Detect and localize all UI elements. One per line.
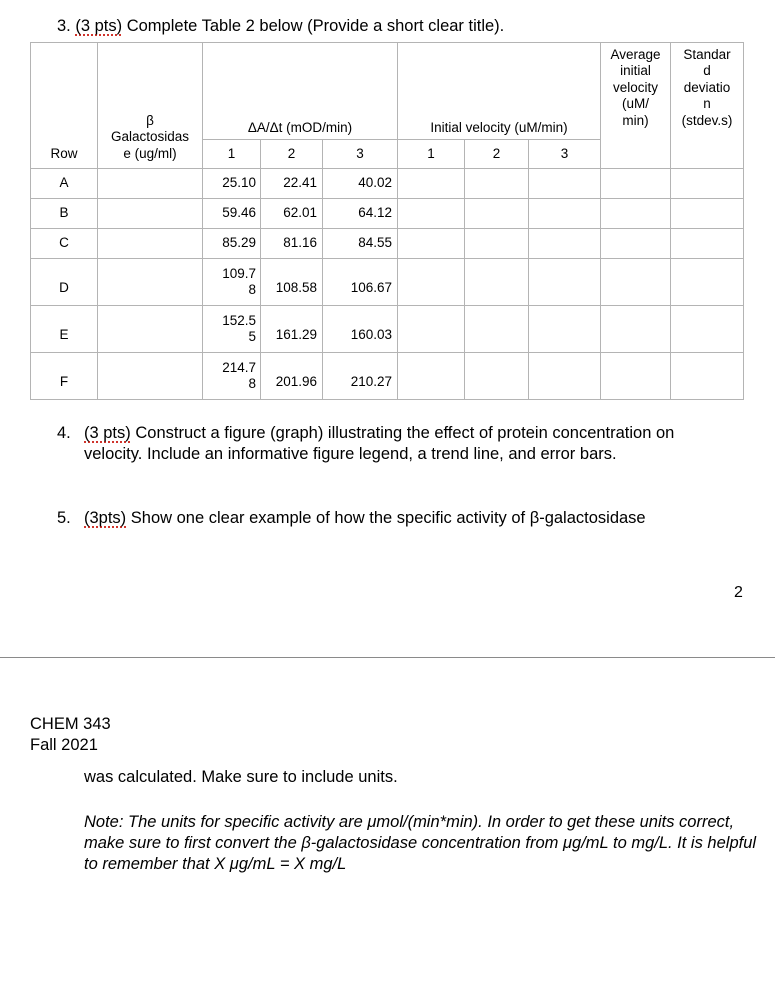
enzyme-header-line: e (ug/ml) — [123, 145, 177, 161]
velocity-cell-2[interactable] — [465, 169, 529, 199]
delta-value-1-line: 59.46 — [222, 205, 256, 221]
delta-value-1 — [203, 259, 261, 306]
table-header-row — [31, 43, 744, 140]
delta-value-3: 106.67 — [323, 259, 398, 306]
delta-rep-2: 2 — [261, 140, 323, 169]
velocity-cell-3[interactable] — [529, 259, 601, 306]
average-velocity-cell[interactable] — [601, 353, 671, 400]
question-3-text: Complete Table 2 below (Provide a short clear title). — [122, 17, 505, 35]
delta-rep-3: 3 — [323, 140, 398, 169]
delta-value-1-line: 5 — [248, 329, 256, 344]
average-velocity-header-line: velocity — [612, 79, 658, 95]
enzyme-concentration-cell[interactable] — [98, 306, 203, 353]
average-velocity-cell[interactable] — [601, 229, 671, 259]
delta-value-2: 161.29 — [261, 306, 323, 353]
units-note: Note: The units for specific activity are μmol/(min*min). In order to get these units correct, make sure to first convert the β-galactosidase concentration from μg/mL to mg/L. It is helpful to remember that X μg/mL = X mg/L — [84, 813, 757, 873]
question-4-points: (3 pts) — [84, 424, 131, 442]
delta-value-1-line: 109.7 — [222, 265, 256, 281]
delta-value-1-line: 8 — [248, 376, 256, 391]
table-row — [31, 306, 744, 353]
row-header: Row — [31, 43, 98, 169]
row-label: E — [31, 306, 98, 353]
delta-value-2: 62.01 — [261, 199, 323, 229]
stdev-header-line: d — [703, 63, 711, 79]
enzyme-header — [98, 43, 203, 169]
question-4-number: 4. — [57, 424, 71, 442]
row-label: F — [31, 353, 98, 400]
delta-value-3: 210.27 — [323, 353, 398, 400]
term: Fall 2021 — [30, 736, 98, 754]
average-velocity-header-line: initial — [620, 63, 651, 79]
velocity-cell-2[interactable] — [465, 353, 529, 400]
delta-value-1-line: 25.10 — [222, 175, 256, 191]
stdev-cell[interactable] — [671, 259, 744, 306]
average-velocity-cell[interactable] — [601, 199, 671, 229]
stdev-header — [671, 43, 744, 169]
enzyme-concentration-cell[interactable] — [98, 259, 203, 306]
page-number: 2 — [734, 584, 743, 601]
stdev-header-line: (stdev.s) — [681, 112, 733, 128]
page-break-divider — [0, 657, 775, 658]
question-3 — [57, 17, 504, 36]
question-5 — [57, 509, 646, 528]
velocity-cell-1[interactable] — [398, 353, 465, 400]
question-4 — [57, 423, 757, 465]
average-velocity-cell[interactable] — [601, 169, 671, 199]
row-label: C — [31, 229, 98, 259]
table-row — [31, 229, 744, 259]
velocity-rep-2: 2 — [465, 140, 529, 169]
average-velocity-header-line: Average — [610, 47, 661, 62]
velocity-cell-1[interactable] — [398, 259, 465, 306]
delta-value-1-line: 152.5 — [222, 312, 256, 328]
question-5-continued: was calculated. Make sure to include units. — [84, 768, 398, 786]
velocity-rep-3: 3 — [529, 140, 601, 169]
question-3-number: 3. — [57, 17, 71, 35]
delta-rep-1: 1 — [203, 140, 261, 169]
delta-value-2: 108.58 — [261, 259, 323, 306]
stdev-cell[interactable] — [671, 353, 744, 400]
delta-value-1 — [203, 353, 261, 400]
velocity-rep-1: 1 — [398, 140, 465, 169]
enzyme-concentration-cell[interactable] — [98, 353, 203, 400]
stdev-header-line: n — [703, 96, 711, 112]
delta-value-3: 84.55 — [323, 229, 398, 259]
row-label: D — [31, 259, 98, 306]
table-row — [31, 259, 744, 306]
delta-value-2: 22.41 — [261, 169, 323, 199]
initial-velocity-header: Initial velocity (uM/min) — [398, 43, 601, 140]
velocity-cell-1[interactable] — [398, 306, 465, 353]
stdev-cell[interactable] — [671, 169, 744, 199]
velocity-cell-1[interactable] — [398, 229, 465, 259]
delta-header: ΔA/Δt (mOD/min) — [203, 43, 398, 140]
row-label: A — [31, 169, 98, 199]
velocity-cell-2[interactable] — [465, 229, 529, 259]
stdev-header-line: deviatio — [683, 79, 731, 95]
row-label: B — [31, 199, 98, 229]
velocity-cell-3[interactable] — [529, 169, 601, 199]
enzyme-concentration-cell[interactable] — [98, 199, 203, 229]
enzyme-concentration-cell[interactable] — [98, 169, 203, 199]
question-5-number: 5. — [57, 509, 71, 527]
course-name: CHEM 343 — [30, 715, 111, 733]
stdev-cell[interactable] — [671, 229, 744, 259]
question-4-text-line1: Construct a figure (graph) illustrating the effect of protein concentration on — [130, 424, 675, 442]
delta-value-2: 81.16 — [261, 229, 323, 259]
velocity-cell-3[interactable] — [529, 353, 601, 400]
table-row — [31, 353, 744, 400]
delta-value-1-line: 8 — [248, 282, 256, 297]
delta-value-3: 64.12 — [323, 199, 398, 229]
table-row — [31, 199, 744, 229]
velocity-cell-1[interactable] — [398, 199, 465, 229]
stdev-cell[interactable] — [671, 199, 744, 229]
stdev-cell[interactable] — [671, 306, 744, 353]
question-5-points: (3pts) — [84, 509, 127, 527]
velocity-cell-2[interactable] — [465, 306, 529, 353]
question-3-points: (3 pts) — [75, 17, 123, 35]
table-row — [31, 169, 744, 199]
velocity-cell-2[interactable] — [465, 259, 529, 306]
page-header — [30, 714, 111, 756]
delta-value-2: 201.96 — [261, 353, 323, 400]
stdev-header-line: Standar — [683, 47, 731, 62]
question-5-text: Show one clear example of how the specific activity of β-galactosidase — [126, 509, 646, 527]
velocity-cell-3[interactable] — [529, 229, 601, 259]
delta-value-1-line: 214.7 — [222, 359, 256, 375]
question-4-text-line2: velocity. Include an informative figure legend, a trend line, and error bars. — [84, 445, 617, 463]
velocity-cell-1[interactable] — [398, 169, 465, 199]
average-velocity-header-line: (uM/ — [622, 96, 649, 112]
table-2 — [30, 42, 744, 400]
delta-value-3: 40.02 — [323, 169, 398, 199]
delta-value-1 — [203, 199, 261, 229]
delta-value-1 — [203, 229, 261, 259]
velocity-cell-3[interactable] — [529, 199, 601, 229]
delta-value-3: 160.03 — [323, 306, 398, 353]
enzyme-header-line: β — [146, 112, 154, 128]
average-velocity-header-line: min) — [622, 112, 649, 128]
average-velocity-cell[interactable] — [601, 306, 671, 353]
delta-value-1 — [203, 306, 261, 353]
velocity-cell-2[interactable] — [465, 199, 529, 229]
delta-value-1-line: 85.29 — [222, 235, 256, 251]
delta-value-1 — [203, 169, 261, 199]
average-velocity-cell[interactable] — [601, 259, 671, 306]
velocity-cell-3[interactable] — [529, 306, 601, 353]
enzyme-header-line: Galactosidas — [110, 129, 190, 145]
enzyme-concentration-cell[interactable] — [98, 229, 203, 259]
average-velocity-header — [601, 43, 671, 169]
